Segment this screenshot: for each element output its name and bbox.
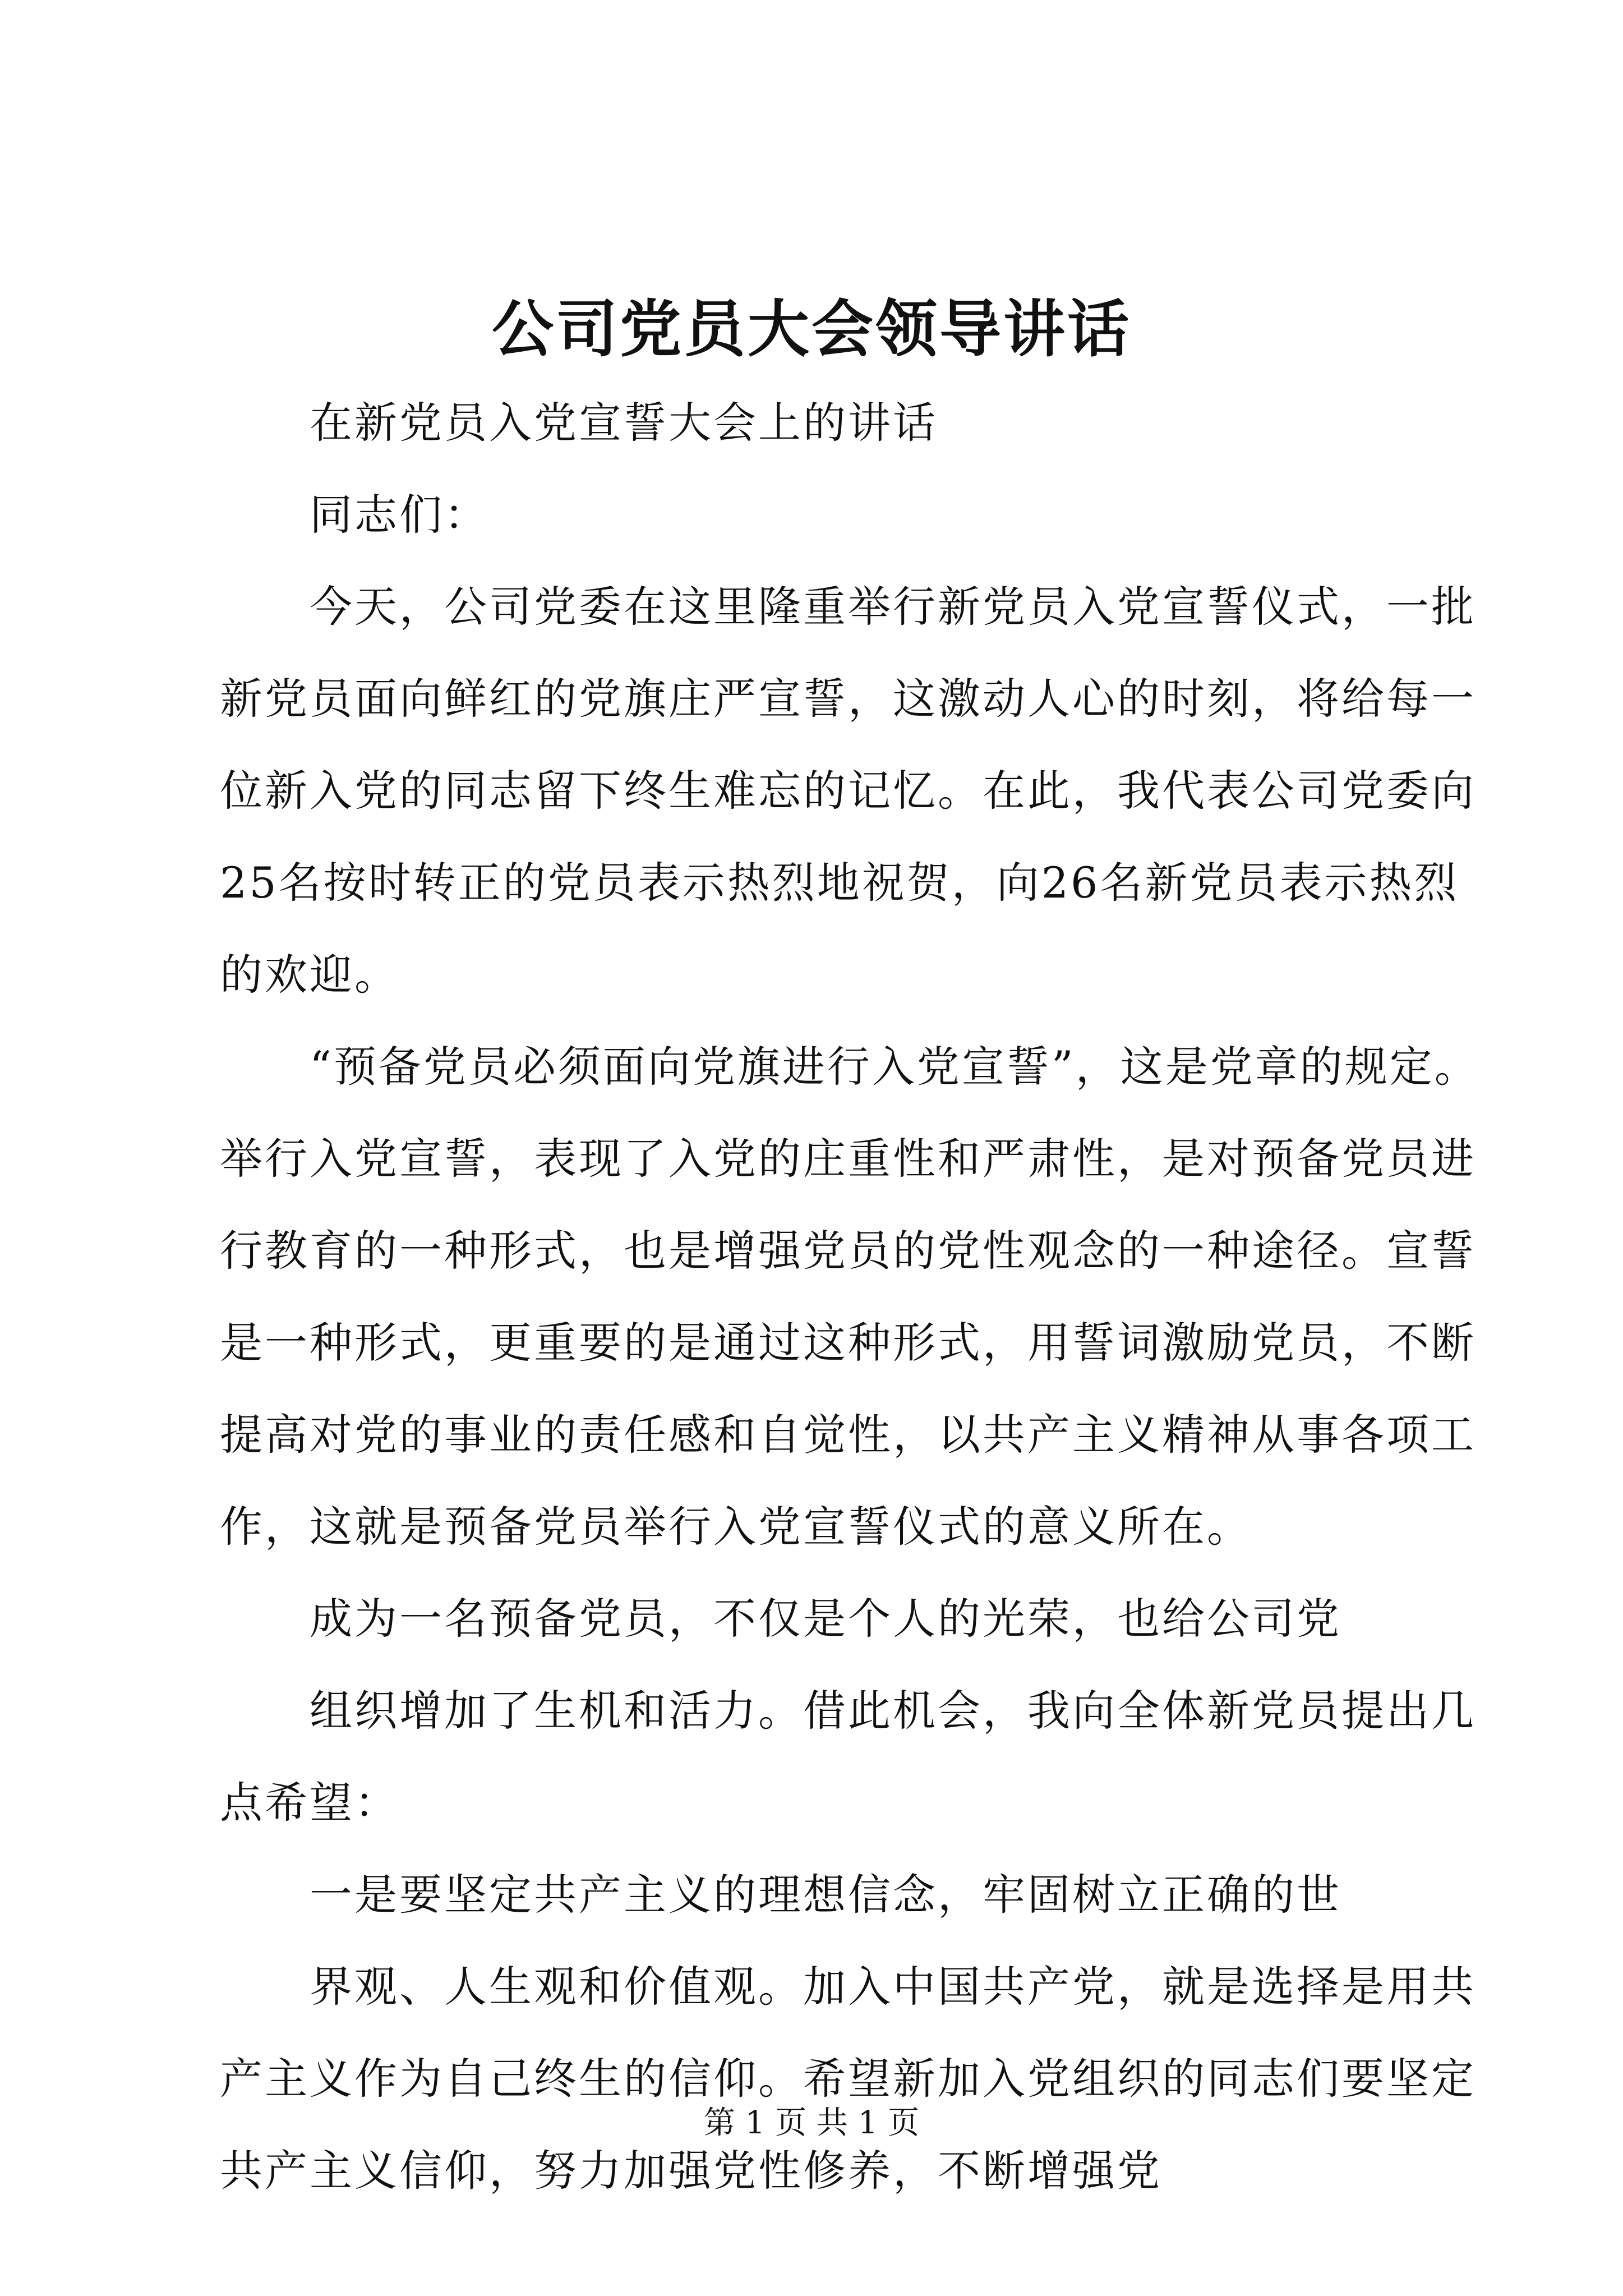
body-line: “预备党员必须面向党旗进行入党宣誓”，这是党章的规定。 bbox=[310, 1042, 1479, 1092]
body-line: 位新入党的同志留下终生难忘的记忆。在此，我代表公司党委向 bbox=[220, 766, 1476, 816]
page-footer: 第 1 页 共 1 页 bbox=[703, 2105, 920, 2141]
body-line: 行教育的一种形式，也是增强党员的党性观念的一种途径。宣誓 bbox=[220, 1226, 1476, 1276]
body-line: 界观、人生观和价值观。加入中国共产党，就是选择是用共 bbox=[310, 1962, 1476, 2012]
body-line: 点希望： bbox=[220, 1778, 399, 1828]
body-line: 同志们： bbox=[310, 490, 489, 540]
body-line: 25名按时转正的党员表示热烈地祝贺，向26名新党员表示热烈 bbox=[220, 858, 1459, 908]
document-title: 公司党员大会领导讲话 bbox=[492, 293, 1131, 365]
body-line: 产主义作为自己终生的信仰。希望新加入党组织的同志们要坚定 bbox=[220, 2054, 1476, 2104]
body-line: 一是要坚定共产主义的理想信念，牢固树立正确的世 bbox=[310, 1870, 1341, 1920]
body-line: 组织增加了生机和活力。借此机会，我向全体新党员提出几 bbox=[310, 1686, 1476, 1736]
body-line: 今天，公司党委在这里隆重举行新党员入党宣誓仪式，一批 bbox=[310, 582, 1476, 632]
body-line: 作，这就是预备党员举行入党宣誓仪式的意义所在。 bbox=[220, 1502, 1252, 1552]
document-body bbox=[220, 377, 1479, 2217]
body-line: 新党员面向鲜红的党旗庄严宣誓，这激动人心的时刻，将给每一 bbox=[220, 674, 1476, 724]
body-line: 举行入党宣誓，表现了入党的庄重性和严肃性，是对预备党员进 bbox=[220, 1134, 1476, 1184]
body-line: 是一种形式，更重要的是通过这种形式，用誓词激励党员，不断 bbox=[220, 1318, 1476, 1368]
body-line: 在新党员入党宣誓大会上的讲话 bbox=[310, 398, 938, 448]
body-line: 的欢迎。 bbox=[220, 950, 399, 1000]
body-line: 成为一名预备党员，不仅是个人的光荣，也给公司党 bbox=[310, 1594, 1341, 1644]
body-line: 提高对党的事业的责任感和自觉性，以共产主义精神从事各项工 bbox=[220, 1410, 1476, 1460]
body-line: 共产主义信仰，努力加强党性修养，不断增强党 bbox=[220, 2146, 1162, 2196]
